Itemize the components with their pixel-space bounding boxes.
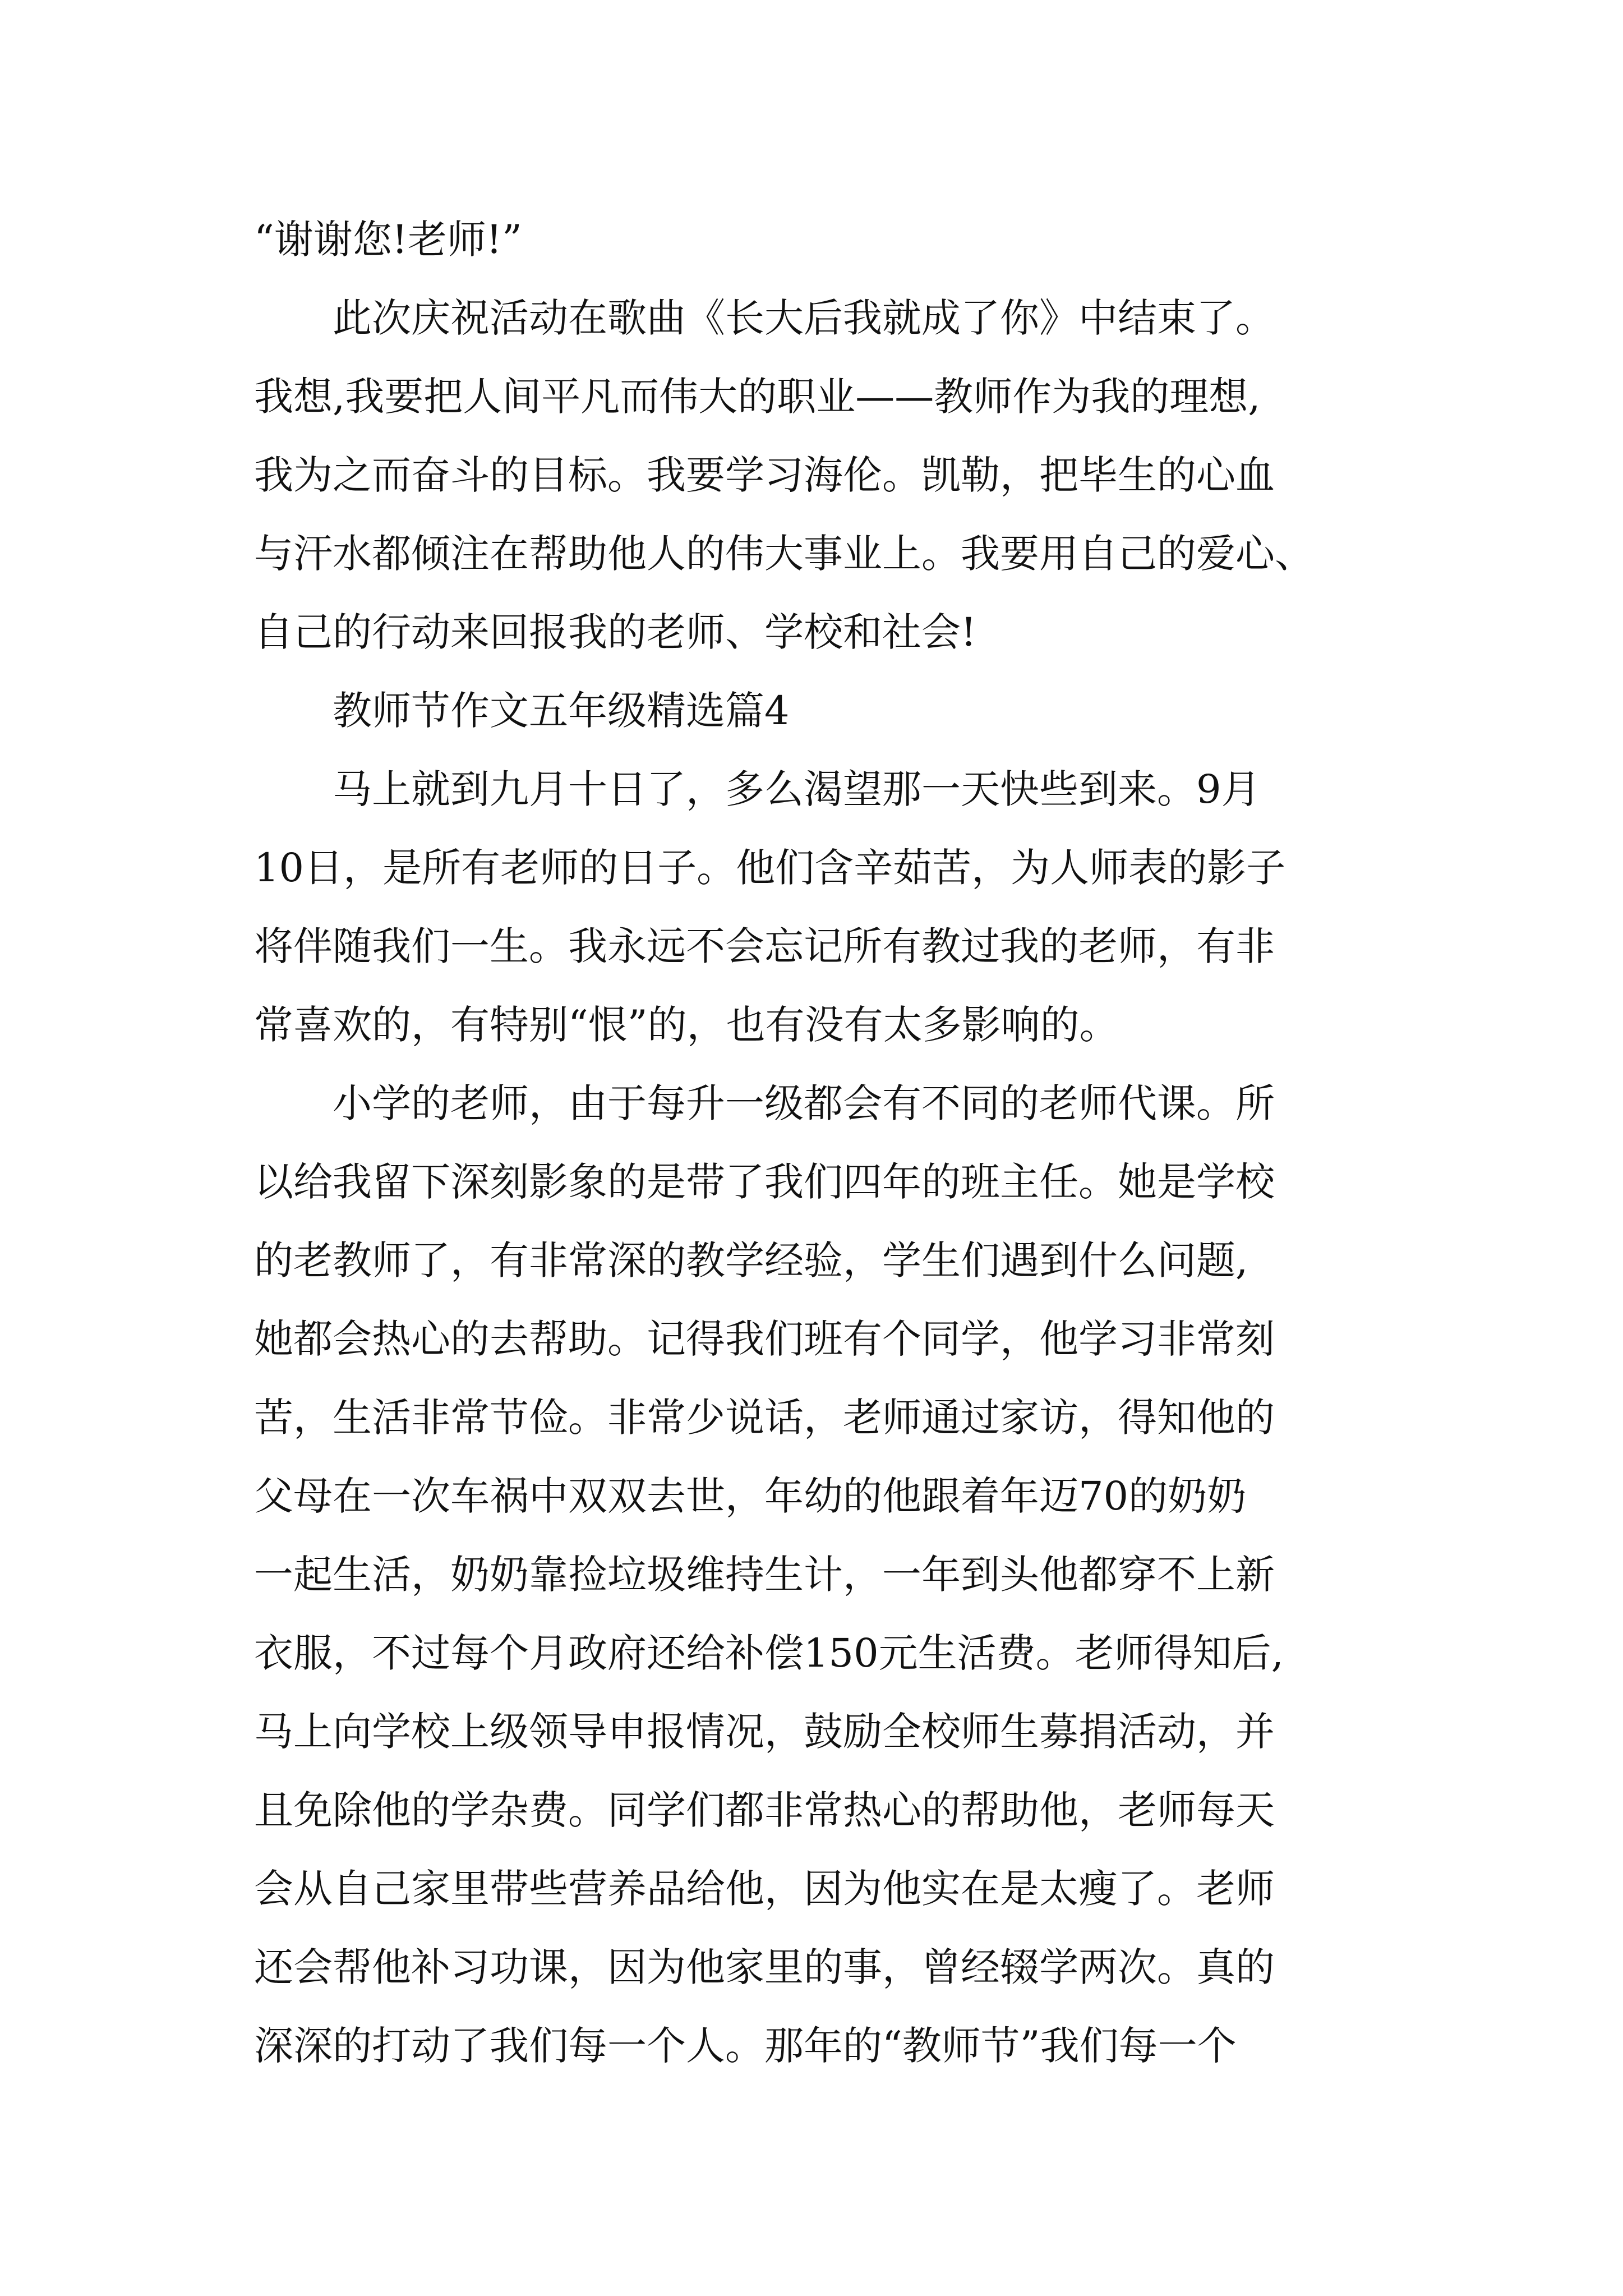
text-line: 自己的行动来回报我的老师、学校和社会! xyxy=(254,609,977,655)
text-line: 将伴随我们一生。我永远不会忘记所有教过我的老师，有非 xyxy=(254,923,1275,969)
text-line: 还会帮他补习功课，因为他家里的事，曾经辍学两次。真的 xyxy=(254,1944,1275,1990)
text-line: 与汗水都倾注在帮助他人的伟大事业上。我要用自己的爱心、 xyxy=(254,531,1314,577)
text-line: 衣服，不过每个月政府还给补偿150元生活费。老师得知后, xyxy=(254,1630,1284,1676)
text-line: 10日，是所有老师的日子。他们含辛茹苦，为人师表的影子 xyxy=(254,845,1286,891)
text-line: 以给我留下深刻影象的是带了我们四年的班主任。她是学校 xyxy=(254,1159,1275,1205)
text-line: 马上向学校上级领导申报情况，鼓励全校师生募捐活动，并 xyxy=(254,1709,1275,1755)
text-line: “谢谢您!老师!” xyxy=(254,217,522,263)
text-line: 的老教师了，有非常深的教学经验，学生们遇到什么问题, xyxy=(254,1237,1248,1283)
text-line: 会从自己家里带些营养品给他，因为他实在是太瘦了。老师 xyxy=(254,1866,1275,1912)
text-line: 父母在一次车祸中双双去世，年幼的他跟着年迈70的奶奶 xyxy=(254,1473,1247,1519)
text-line: 小学的老师，由于每升一级都会有不同的老师代课。所 xyxy=(333,1080,1275,1126)
text-line: 深深的打动了我们每一个人。那年的“教师节”我们每一个 xyxy=(254,2023,1237,2069)
text-line: 马上就到九月十日了，多么渴望那一天快些到来。9月 xyxy=(333,766,1261,812)
section-heading: 教师节作文五年级精选篇4 xyxy=(333,688,790,734)
text-line: 苦，生活非常节俭。非常少说话，老师通过家访，得知他的 xyxy=(254,1395,1275,1441)
text-line: 此次庆祝活动在歌曲《长大后我就成了你》中结束了。 xyxy=(333,295,1275,341)
text-line: 她都会热心的去帮助。记得我们班有个同学，他学习非常刻 xyxy=(254,1316,1275,1362)
text-line: 一起生活，奶奶靠捡垃圾维持生计，一年到头他都穿不上新 xyxy=(254,1552,1275,1598)
text-line: 且免除他的学杂费。同学们都非常热心的帮助他，老师每天 xyxy=(254,1787,1275,1833)
text-line: 我为之而奋斗的目标。我要学习海伦。凯勒，把毕生的心血 xyxy=(254,452,1275,498)
text-line: 我想,我要把人间平凡而伟大的职业——教师作为我的理想, xyxy=(254,374,1261,420)
text-line: 常喜欢的，有特别“恨”的，也有没有太多影响的。 xyxy=(254,1002,1119,1048)
